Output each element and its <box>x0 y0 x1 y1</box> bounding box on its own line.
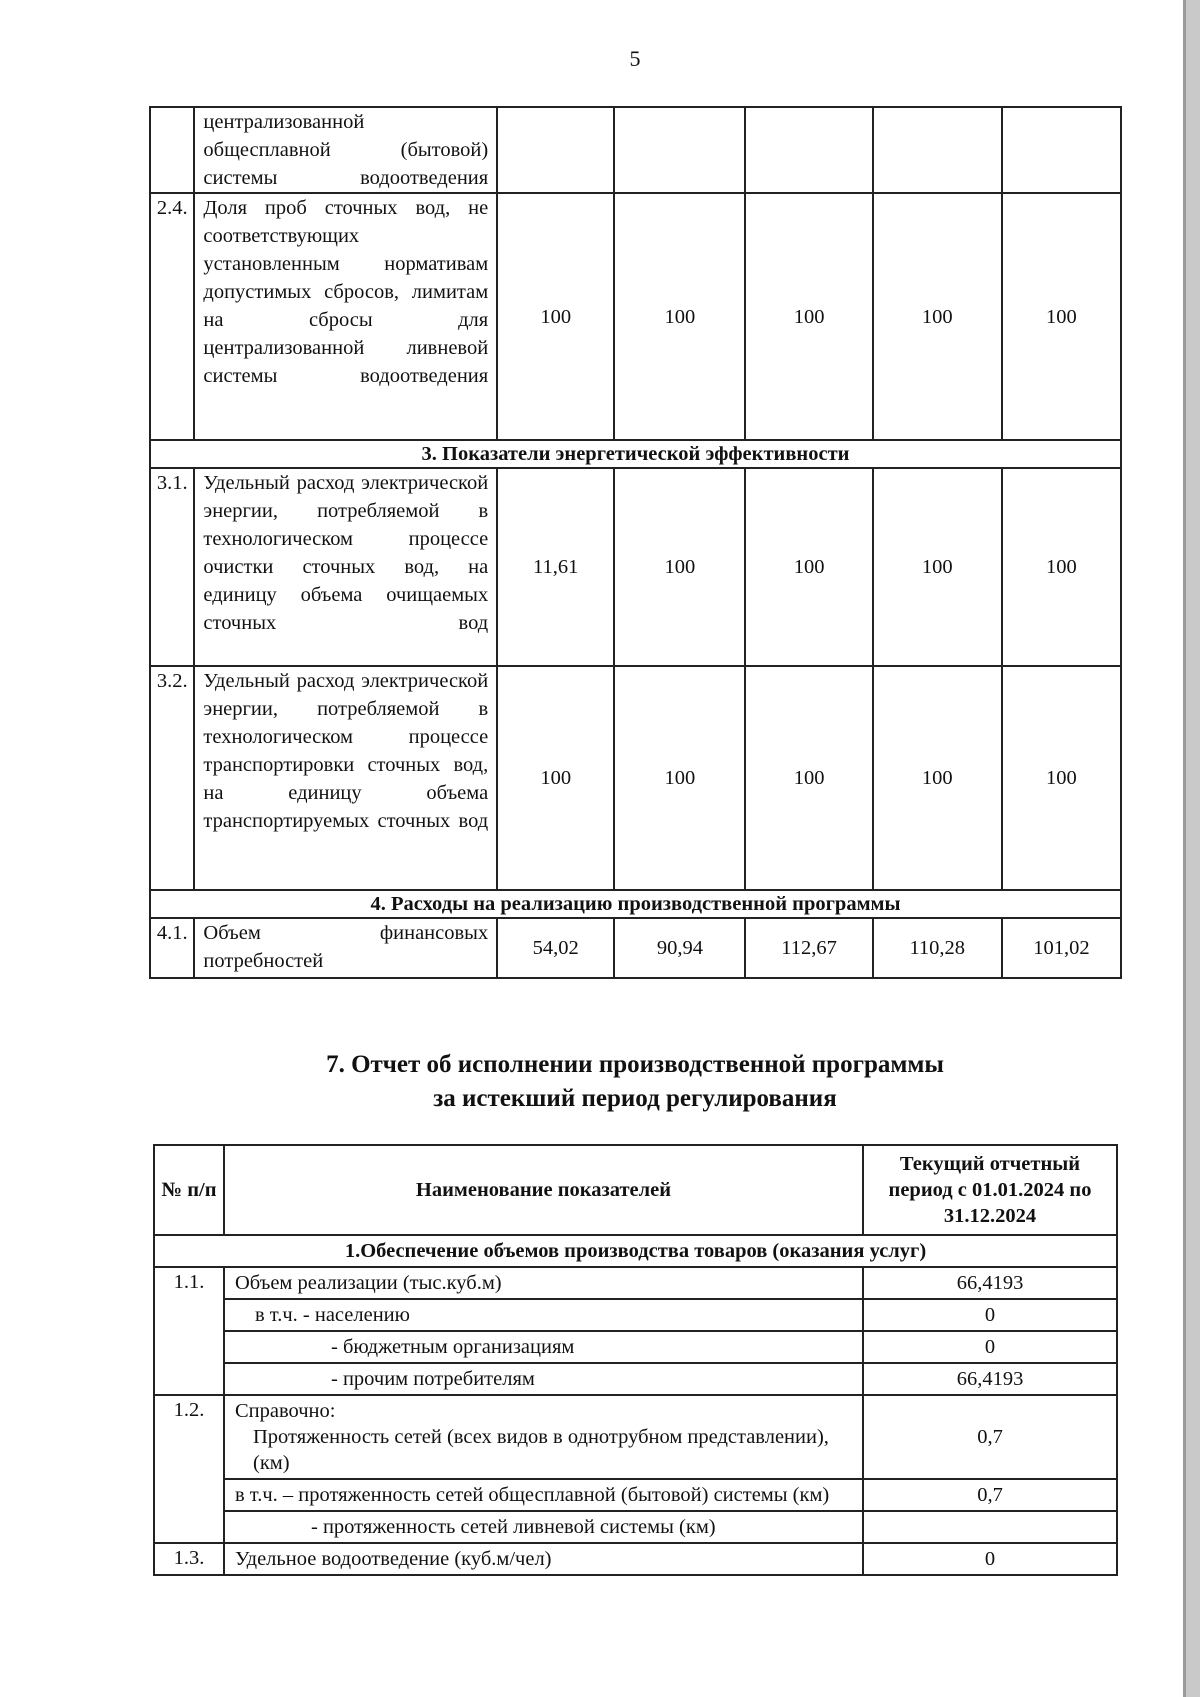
row-number: 3.2. <box>150 666 194 890</box>
cell-value: 100 <box>614 468 745 666</box>
cell-value: 100 <box>1002 193 1121 440</box>
header-name: Наименование показателей <box>224 1145 863 1235</box>
table-row <box>154 1267 1117 1299</box>
table-row <box>150 918 1121 978</box>
table-row <box>154 1395 1117 1479</box>
row-number <box>150 107 194 193</box>
row-name: в т.ч. – протяженность сетей общесплавной (бытовой) системы (км) <box>224 1479 863 1511</box>
header-num: № п/п <box>154 1145 224 1235</box>
row-name: Удельное водоотведение (куб.м/чел) <box>224 1543 863 1575</box>
section-row <box>150 440 1121 468</box>
section-row <box>154 1235 1117 1267</box>
row-number: 1.1. <box>154 1267 224 1395</box>
table-row <box>150 107 1121 193</box>
cell-value: 101,02 <box>1002 918 1121 978</box>
cell-value: 100 <box>873 666 1002 890</box>
cell-value: 0 <box>863 1299 1117 1331</box>
row-number: 4.1. <box>150 918 194 978</box>
row-name: Объем реализации (тыс.куб.м) <box>224 1267 863 1299</box>
cell-value: 100 <box>745 193 872 440</box>
row-name: централизованной общесплавной (бытовой) системы водоотведения <box>194 107 497 193</box>
table-row <box>154 1363 1117 1395</box>
row-name: - бюджетным организациям <box>224 1331 863 1363</box>
row-name: - прочим потребителям <box>224 1363 863 1395</box>
cell-value: 100 <box>497 193 614 440</box>
row-name: Удельный расход электрической энергии, потребляемой в технологическом процессе транспортировки сточных вод, на единицу объема транспортируемых сточных вод <box>194 666 497 890</box>
cell-value: 0 <box>863 1543 1117 1575</box>
header-period: Текущий отчетный период с 01.01.2024 по 31.12.2024 <box>863 1145 1117 1235</box>
cell-value: 0 <box>863 1331 1117 1363</box>
section-heading: 1.Обеспечение объемов производства товаров (оказания услуг) <box>154 1235 1117 1267</box>
row-number: 1.2. <box>154 1395 224 1543</box>
cell-value: 100 <box>1002 468 1121 666</box>
row-number: 3.1. <box>150 468 194 666</box>
cell-value: 66,4193 <box>863 1267 1117 1299</box>
cell-value: 90,94 <box>614 918 745 978</box>
table-row <box>154 1299 1117 1331</box>
row-number: 2.4. <box>150 193 194 440</box>
table-row <box>154 1511 1117 1543</box>
row-name <box>224 1395 863 1479</box>
cell-value <box>863 1511 1117 1543</box>
cell-value: 112,67 <box>745 918 872 978</box>
table-row <box>154 1331 1117 1363</box>
length-label: Протяженность сетей (всех видов в однотрубном представлении), (км) <box>253 1426 829 1474</box>
cell-value: 100 <box>497 666 614 890</box>
cell-value: 100 <box>614 193 745 440</box>
row-name: Доля проб сточных вод, не соответствующих установленным нормативам допустимых сбросов, лимитам на сбросы для централизованной ливневой системы водоотведения <box>194 193 497 440</box>
cell-value: 100 <box>873 468 1002 666</box>
table-row <box>150 468 1121 666</box>
section-heading: 3. Показатели энергетической эффективности <box>150 440 1121 468</box>
row-name: Удельный расход электрической энергии, потребляемой в технологическом процессе очистки сточных вод, на единицу объема очищаемых сточных вод <box>194 468 497 666</box>
table-row <box>150 193 1121 440</box>
row-name: - протяженность сетей ливневой системы (км) <box>224 1511 863 1543</box>
report-table <box>153 1144 1118 1576</box>
cell-value: 66,4193 <box>863 1363 1117 1395</box>
row-name: в т.ч. - населению <box>224 1299 863 1331</box>
cell-value: 100 <box>745 468 872 666</box>
section-title-line1: 7. Отчет об исполнении производственной программы <box>326 1051 944 1078</box>
cell-value: 100 <box>873 193 1002 440</box>
scan-edge <box>1186 0 1200 1697</box>
cell-value: 11,61 <box>497 468 614 666</box>
indicators-table <box>149 106 1122 979</box>
table-row <box>154 1479 1117 1511</box>
cell-value: 100 <box>614 666 745 890</box>
cell-value: 100 <box>745 666 872 890</box>
cell-value: 54,02 <box>497 918 614 978</box>
table-row <box>154 1543 1117 1575</box>
row-number: 1.3. <box>154 1543 224 1575</box>
cell-value: 110,28 <box>873 918 1002 978</box>
section-row <box>150 890 1121 918</box>
section-heading: 4. Расходы на реализацию производственной программы <box>150 890 1121 918</box>
page-number: 5 <box>629 46 641 71</box>
cell-value: 0,7 <box>863 1395 1117 1479</box>
header-row <box>154 1145 1117 1235</box>
reference-label: Справочно: <box>235 1400 336 1422</box>
cell-value: 0,7 <box>863 1479 1117 1511</box>
table-row <box>150 666 1121 890</box>
section-title-line2: за истекший период регулирования <box>433 1085 837 1112</box>
row-name: Объем финансовых потребностей <box>194 918 497 978</box>
cell-value: 100 <box>1002 666 1121 890</box>
